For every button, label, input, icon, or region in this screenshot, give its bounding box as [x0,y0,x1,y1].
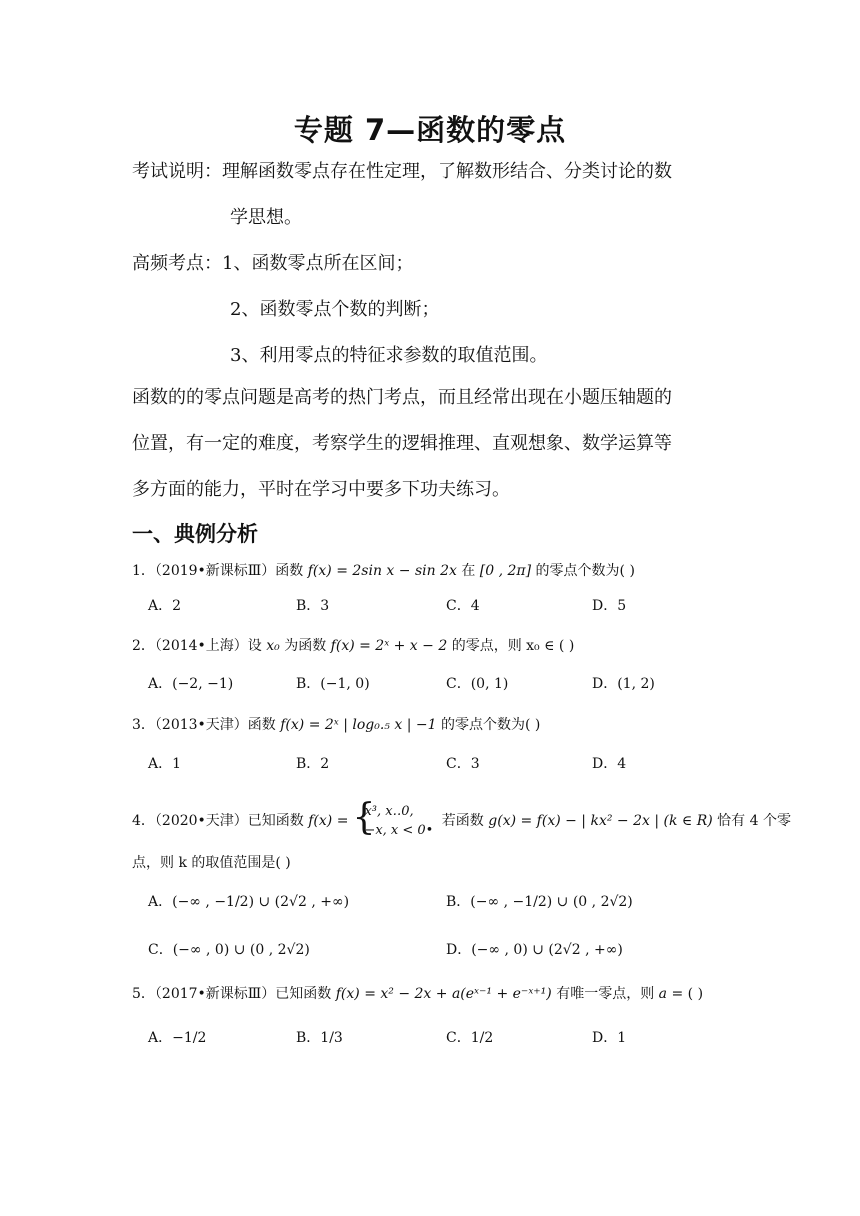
q5-function: f(x) = x² − 2x + a(eˣ⁻¹ + e⁻ˣ⁺¹) [335,986,552,1002]
exam-description-label: 考试说明： [132,161,222,182]
q1-option-d: D．5 [592,598,627,614]
q3-suffix: ( ) [524,717,541,733]
q5-mid: 有唯一零点，则 [551,986,659,1002]
question-5-stem [132,984,703,1004]
frequent-points [132,252,413,276]
q1-mid: 在 [456,563,480,579]
question-2-stem [132,636,574,656]
q1-option-b: B．3 [296,598,330,614]
q2-suffix: 的零点，则 x₀ ∈ ( ) [447,638,575,654]
q4-stem-continued: 点，则 k 的取值范围是( ) [132,855,291,871]
paragraph-line-3: 多方面的能力，平时在学习中要多下功夫练习。 [132,479,510,500]
q2-option-c: C．(0, 1) [446,676,509,692]
q2-function: f(x) = 2ˣ + x − 2 [330,638,448,654]
q2-option-b: B．(−1, 0) [296,676,370,692]
q3-function: f(x) = 2ˣ | log₀.₅ x | −1 [280,717,437,733]
q4-option-a: A．(−∞ , −1/2) ∪ (2√2 , +∞) [148,894,350,910]
q5-prefix: 5．（2017•新课标Ⅲ）已知函数 [132,986,336,1002]
q4-suffix: 恰有 4 个零 [712,813,791,829]
page-title: 专题 7—函数的零点 [293,113,567,147]
frequent-points-label: 高频考点： [132,253,222,274]
q2-option-a: A．(−2, −1) [148,676,234,692]
q1-interval: [0 , 2π] [479,563,532,579]
q4-option-b: B．(−∞ , −1/2) ∪ (0 , 2√2) [446,894,633,910]
q4-piece-row-1: x³, x‥0, [364,804,414,819]
q2-prefix: 2．（2014•上海）设 [132,638,267,654]
q4-piece-row-2: −x, x < 0• [364,823,434,838]
q5-option-d: D．1 [592,1030,627,1046]
exam-description-text-1: 理解函数零点存在性定理，了解数形结合、分类讨论的数 [222,161,672,182]
q3-option-d: D．4 [592,756,627,772]
q5-variable: a = [658,986,688,1002]
q5-option-a: A．−1/2 [148,1030,207,1046]
q3-prefix: 3．（2013•天津）函数 [132,717,281,733]
question-3-stem [132,715,540,735]
paragraph-line-2: 位置，有一定的难度，考察学生的逻辑推理、直观想象、数学运算等 [132,433,672,454]
q2-option-d: D．(1, 2) [592,676,655,692]
q1-option-c: C．4 [446,598,480,614]
question-4-stem [132,797,791,840]
q5-option-c: C．1/2 [446,1030,494,1046]
exam-description [132,160,672,184]
frequent-point-3: 3、利用零点的特征求参数的取值范围。 [230,345,548,366]
q4-prefix: 4．（2020•天津）已知函数 [132,813,309,829]
q5-option-b: B．1/3 [296,1030,343,1046]
q4-function-lhs: f(x) = [308,813,349,829]
q4-g-function: g(x) = f(x) − | kx² − 2x | (k ∈ R) [488,813,713,829]
frequent-point-1: 1、函数零点所在区间； [222,253,414,274]
q3-mid: 的零点个数为 [436,717,525,733]
q3-option-a: A．1 [148,756,182,772]
question-1-stem [132,561,635,581]
exam-description-text-2: 学思想。 [230,207,302,228]
q2-variable: x₀ [266,638,280,654]
q3-option-b: B．2 [296,756,330,772]
q4-option-c: C．(−∞ , 0) ∪ (0 , 2√2) [148,942,310,958]
q4-option-d: D．(−∞ , 0) ∪ (2√2 , +∞) [446,942,623,958]
q4-piecewise [352,797,434,840]
paragraph-line-1: 函数的的零点问题是高考的热门考点，而且经常出现在小题压轴题的 [132,387,672,408]
q1-suffix: 的零点个数为( ) [531,563,635,579]
section-title: 一、典例分析 [132,522,258,546]
q3-option-c: C．3 [446,756,480,772]
q4-mid: 若函数 [437,813,489,829]
q1-option-a: A．2 [148,598,182,614]
q1-function: f(x) = 2sin x − sin 2x [307,563,457,579]
q2-mid: 为函数 [279,638,331,654]
q1-prefix: 1．（2019•新课标Ⅲ）函数 [132,563,308,579]
frequent-point-2: 2、函数零点个数的判断； [230,299,440,320]
left-brace-icon: { [352,797,376,838]
q5-suffix: ( ) [687,986,704,1002]
